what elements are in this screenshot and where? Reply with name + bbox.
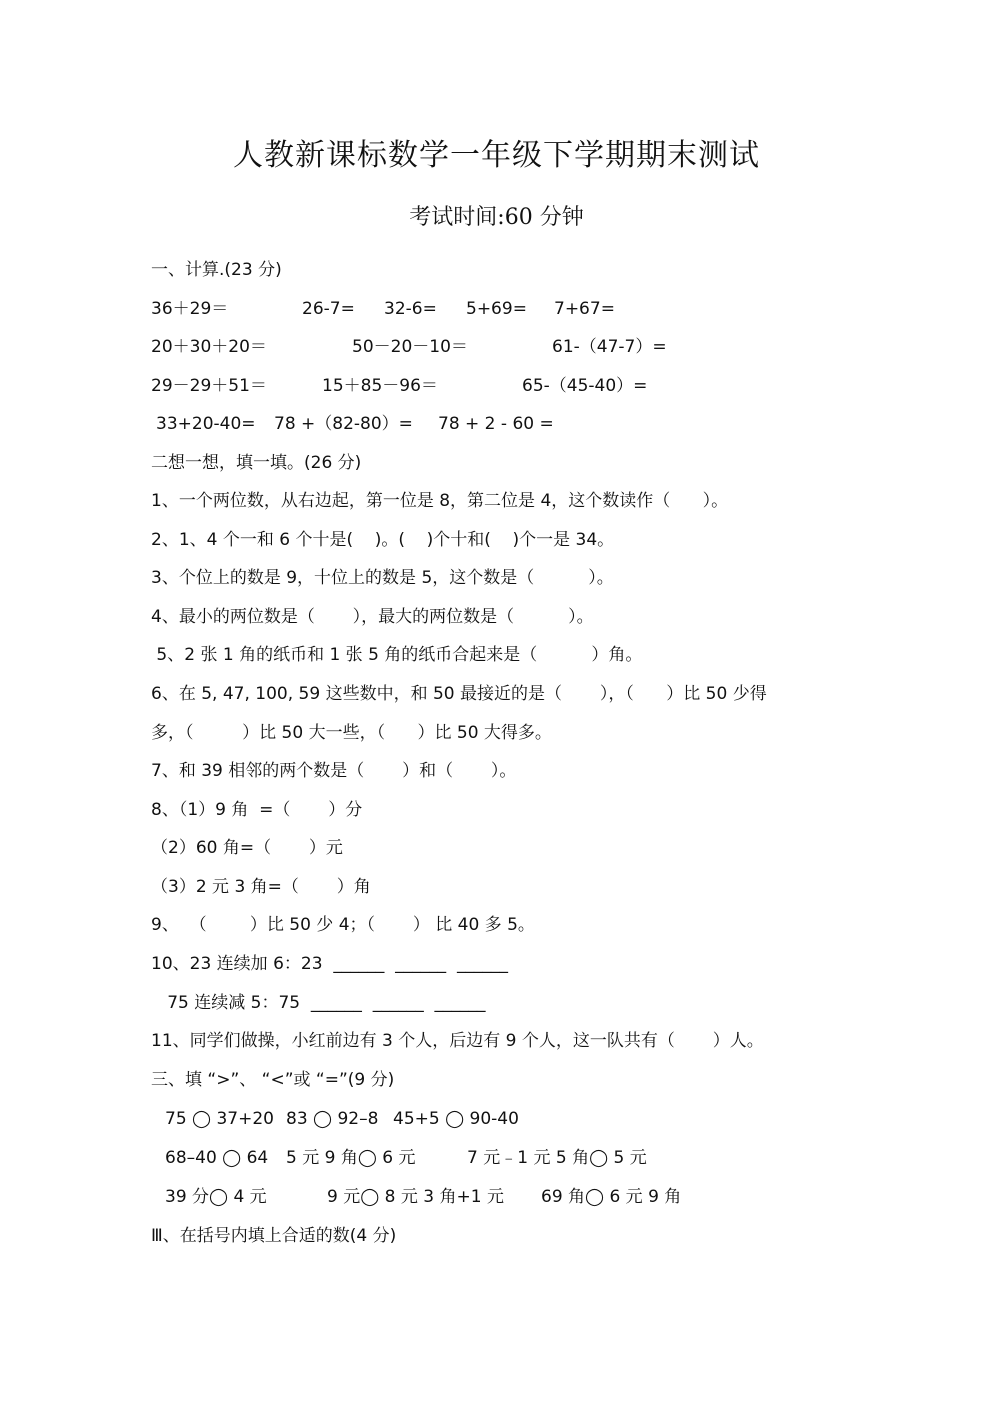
section2-heading: 二想一想，填一填。(26 分) [151,453,362,473]
question-2: 2、1、4 个一和 6 个十是( )。( )个十和( )个一是 34。 [151,530,615,550]
section1-heading: 一、计算.(23 分) [151,260,282,280]
question-8-part1: 8、（1）9 角 =（ ）分 [151,800,363,820]
calc-item: 36＋29＝ [151,299,229,319]
question-7: 7、和 39 相邻的两个数是（ ）和（ ）。 [151,761,517,781]
compare-item: 68–40 ◯ 64 [165,1148,269,1168]
compare-item: 5 元 9 角◯ 6 元 [286,1148,416,1168]
calc-item: 26-7= [302,299,355,319]
calc-item: 7+67= [554,299,615,319]
question-6-line1: 6、在 5, 47, 100, 59 这些数中，和 50 最接近的是（ ），（ ）比 50 少得 [151,684,767,704]
question-9: 9、 （ ）比 50 少 4；（ ） 比 40 多 5。 [151,915,535,935]
page-title: 人教新课标数学一年级下学期期末测试 [233,138,760,173]
calc-item: 78 +（82-80）= [274,414,413,434]
compare-item: 9 元◯ 8 元 3 角+1 元 [327,1187,504,1207]
section4-heading: Ⅲ、在括号内填上合适的数(4 分) [151,1226,397,1246]
question-4: 4、最小的两位数是（ ），最大的两位数是（ ）。 [151,607,594,627]
compare-item: 39 分◯ 4 元 [165,1187,267,1207]
question-5: 5、2 张 1 角的纸币和 1 张 5 角的纸币合起来是（ ）角。 [151,645,643,665]
compare-item: 7 元﹣1 元 5 角◯ 5 元 [467,1148,647,1168]
exam-time-subtitle: 考试时间:60 分钟 [409,205,584,230]
calc-item: 32-6= [384,299,437,319]
question-8-part2: （2）60 角=（ ）元 [151,838,343,858]
compare-item: 83 ◯ 92–8 [286,1109,379,1129]
compare-item: 75 ◯ 37+20 [165,1109,274,1129]
calc-item: 20＋30＋20＝ [151,337,267,357]
calc-item: 33+20-40= [156,414,256,434]
question-1: 1、一个两位数，从右边起，第一位是 8，第二位是 4，这个数读作（ ）。 [151,491,729,511]
compare-item: 45+5 ◯ 90-40 [393,1109,519,1129]
calc-item: 5+69= [466,299,527,319]
question-10-line1: 10、23 连续加 6：23 ______ ______ ______ [151,954,508,974]
compare-item: 69 角◯ 6 元 9 角 [541,1187,682,1207]
calc-item: 78 + 2 - 60 = [438,414,554,434]
question-8-part3: （3）2 元 3 角=（ ）角 [151,877,371,897]
calc-item: 50－20－10＝ [352,337,468,357]
question-10-line2: 75 连续减 5：75 ______ ______ ______ [151,993,486,1013]
calc-item: 29－29＋51＝ [151,376,267,396]
question-11: 11、同学们做操，小红前边有 3 个人，后边有 9 个人，这一队共有（ ）人。 [151,1031,764,1051]
section3-heading: 三、填 “>”、 “<”或 “=”(9 分) [151,1070,395,1090]
calc-item: 61-（47-7）= [552,337,667,357]
question-6-line2: 多，（ ）比 50 大一些，（ ）比 50 大得多。 [151,723,552,743]
question-3: 3、个位上的数是 9，十位上的数是 5，这个数是（ ）。 [151,568,614,588]
calc-item: 65-（45-40）= [522,376,648,396]
calc-item: 15＋85－96＝ [322,376,438,396]
